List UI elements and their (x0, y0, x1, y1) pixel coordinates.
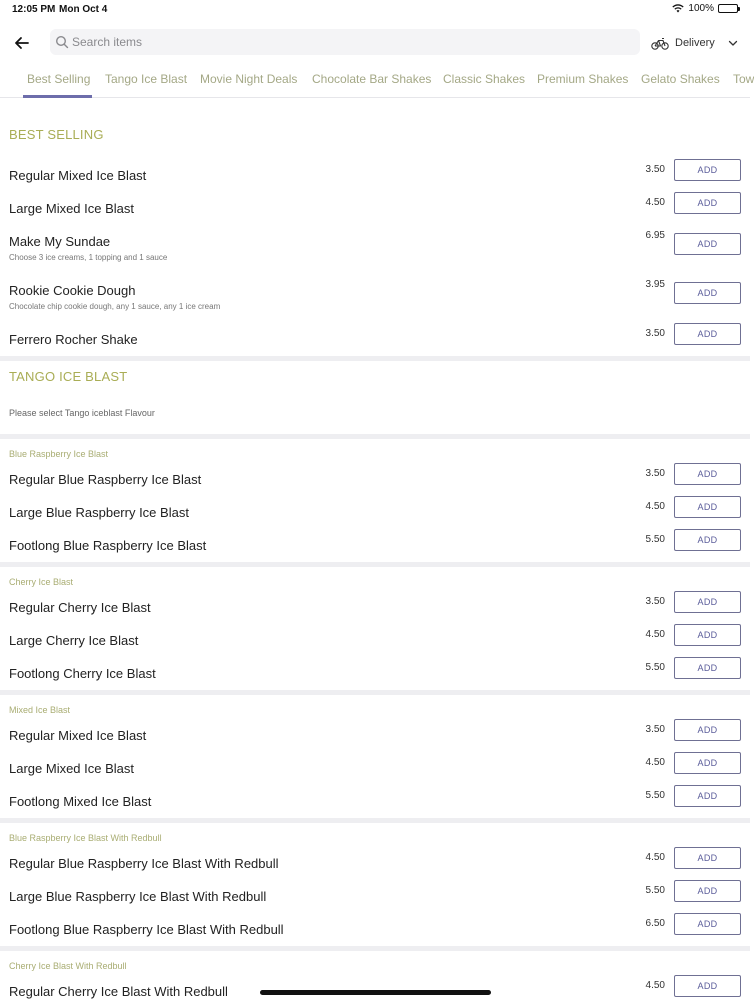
item-price: 4.50 (645, 197, 665, 208)
item-name: Footlong Cherry Ice Blast (9, 666, 156, 681)
item-price: 5.50 (645, 662, 665, 673)
menu-item (0, 323, 750, 356)
item-description: Choose 3 ice creams, 1 topping and 1 sauce (9, 253, 168, 262)
group-label: Cherry Ice Blast With Redbull (9, 961, 127, 971)
menu-item (0, 847, 750, 880)
menu-item (0, 591, 750, 624)
menu-item (0, 657, 750, 690)
item-name: Large Mixed Ice Blast (9, 201, 135, 216)
tab-movie-night-deals[interactable]: Movie Night Deals (200, 72, 298, 86)
tab-premium-shakes[interactable]: Premium Shakes (537, 72, 629, 86)
item-price: 5.50 (645, 534, 665, 545)
section-title-tango-ice-blast: TANGO ICE BLAST (9, 369, 128, 384)
item-price: 6.95 (645, 230, 665, 241)
item-name: Large Blue Raspberry Ice Blast With Redbull (9, 889, 267, 904)
item-price: 4.50 (645, 501, 665, 512)
add-button[interactable]: ADD (674, 159, 741, 181)
tab-chocolate-bar-shakes[interactable]: Chocolate Bar Shakes (312, 72, 432, 86)
item-name: Large Blue Raspberry Ice Blast (9, 505, 189, 520)
menu-item (0, 752, 750, 785)
add-button[interactable]: ADD (674, 323, 741, 345)
add-button[interactable]: ADD (674, 591, 741, 613)
menu-item (0, 496, 750, 529)
add-button[interactable]: ADD (674, 657, 741, 679)
tab-truncated[interactable]: Tow (733, 72, 754, 86)
arrow-left-icon (12, 33, 32, 53)
menu-item (0, 529, 750, 562)
tab-classic-shakes[interactable]: Classic Shakes (443, 72, 526, 86)
menu-item (0, 463, 750, 496)
item-price: 5.50 (645, 790, 665, 801)
tab-best-selling[interactable]: Best Selling (27, 72, 91, 86)
search-bar[interactable] (50, 29, 640, 55)
add-button[interactable]: ADD (674, 496, 741, 518)
menu-item (0, 785, 750, 818)
battery-icon (718, 4, 738, 13)
active-tab-indicator (23, 95, 92, 98)
menu-item (0, 274, 750, 323)
item-name: Footlong Blue Raspberry Ice Blast With Redbull (9, 922, 284, 937)
add-button[interactable]: ADD (674, 233, 741, 255)
item-price: 3.95 (645, 279, 665, 290)
add-button[interactable]: ADD (674, 624, 741, 646)
item-price: 3.50 (645, 328, 665, 339)
category-tabs (0, 64, 754, 98)
search-icon (55, 35, 69, 49)
item-price: 4.50 (645, 629, 665, 640)
menu-item (0, 225, 750, 274)
item-name: Regular Blue Raspberry Ice Blast With Redbull (9, 856, 279, 871)
add-button[interactable]: ADD (674, 192, 741, 214)
add-button[interactable]: ADD (674, 913, 741, 935)
menu-item (0, 913, 750, 946)
tab-gelato-shakes[interactable]: Gelato Shakes (641, 72, 720, 86)
add-button[interactable]: ADD (674, 880, 741, 902)
bicycle-icon (651, 37, 669, 50)
group-label: Mixed Ice Blast (9, 705, 71, 715)
tab-tango-ice-blast[interactable]: Tango Ice Blast (105, 72, 188, 86)
add-button[interactable]: ADD (674, 847, 741, 869)
group-label: Blue Raspberry Ice Blast (9, 449, 109, 459)
menu-item (0, 192, 750, 225)
item-name: Ferrero Rocher Shake (9, 332, 138, 347)
add-button[interactable]: ADD (674, 282, 741, 304)
add-button[interactable]: ADD (674, 785, 741, 807)
item-name: Rookie Cookie Dough (9, 283, 136, 298)
add-button[interactable]: ADD (674, 975, 741, 997)
item-name: Footlong Mixed Ice Blast (9, 794, 152, 809)
delivery-selector[interactable] (651, 34, 739, 52)
battery-percent: 100% (688, 3, 714, 14)
item-name: Large Mixed Ice Blast (9, 761, 135, 776)
search-input[interactable] (72, 29, 632, 55)
back-button[interactable] (12, 33, 32, 53)
menu-item (0, 624, 750, 657)
add-button[interactable]: ADD (674, 752, 741, 774)
menu-item (0, 159, 750, 192)
item-name: Regular Blue Raspberry Ice Blast (9, 472, 202, 487)
menu-item (0, 880, 750, 913)
item-price: 3.50 (645, 468, 665, 479)
status-bar (0, 0, 750, 18)
status-time: 12:05 PM (12, 4, 56, 15)
item-name: Large Cherry Ice Blast (9, 633, 139, 648)
add-button[interactable]: ADD (674, 529, 741, 551)
status-right (672, 3, 738, 14)
home-indicator (260, 990, 491, 995)
section-note: Please select Tango iceblast Flavour (9, 408, 155, 418)
item-price: 4.50 (645, 852, 665, 863)
status-date: Mon Oct 4 (59, 4, 108, 15)
item-price: 6.50 (645, 918, 665, 929)
item-price: 3.50 (645, 164, 665, 175)
item-price: 3.50 (645, 596, 665, 607)
add-button[interactable]: ADD (674, 719, 741, 741)
delivery-label: Delivery (675, 37, 715, 49)
chevron-down-icon (727, 37, 739, 49)
item-price: 3.50 (645, 724, 665, 735)
wifi-icon (672, 4, 684, 13)
item-name: Regular Mixed Ice Blast (9, 728, 147, 743)
group-label: Cherry Ice Blast (9, 577, 74, 587)
top-bar (0, 28, 750, 58)
item-price: 5.50 (645, 885, 665, 896)
item-name: Regular Cherry Ice Blast (9, 600, 151, 615)
group-label: Blue Raspberry Ice Blast With Redbull (9, 833, 162, 843)
item-name: Make My Sundae (9, 234, 111, 249)
item-name: Regular Cherry Ice Blast With Redbull (9, 984, 228, 999)
item-price: 4.50 (645, 757, 665, 768)
menu-item (0, 719, 750, 752)
section-title-best-selling: BEST SELLING (9, 127, 104, 142)
menu-list (0, 99, 750, 1000)
item-price: 4.50 (645, 980, 665, 991)
add-button[interactable]: ADD (674, 463, 741, 485)
item-description: Chocolate chip cookie dough, any 1 sauce, any 1 ice cream (9, 302, 221, 311)
item-name: Footlong Blue Raspberry Ice Blast (9, 538, 207, 553)
item-name: Regular Mixed Ice Blast (9, 168, 147, 183)
